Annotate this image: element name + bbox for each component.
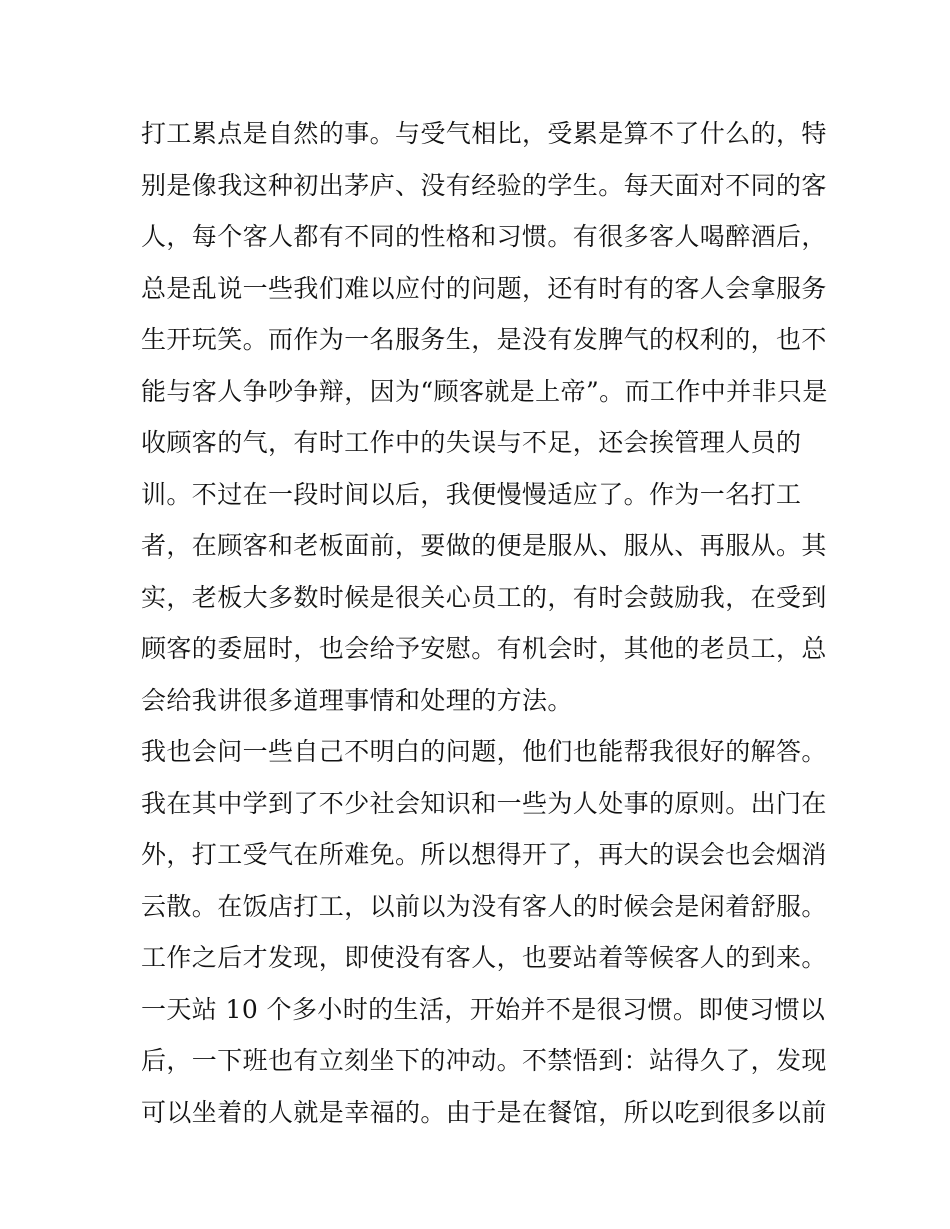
text-line: 能与客人争吵争辩，因为“顾客就是上帝”。而工作中并非只是 (141, 376, 828, 406)
text-line: 我在其中学到了不少社会知识和一些为人处事的原则。出门在 (141, 788, 827, 818)
text-line: 可以坐着的人就是幸福的。由于是在餐馆，所以吃到很多以前 (141, 1097, 827, 1127)
text-line: 一天站 10 个多小时的生活，开始并不是很习惯。即使习惯以 (141, 994, 826, 1024)
text-line: 生开玩笑。而作为一名服务生，是没有发脾气的权利的，也不 (141, 325, 827, 354)
text-line: 者，在顾客和老板面前，要做的便是服从、服从、再服从。其 (141, 531, 827, 560)
text-line: 会给我讲很多道理事情和处理的方法。 (141, 685, 573, 715)
text-line: 顾客的委屈时，也会给予安慰。有机会时，其他的老员工，总 (141, 634, 827, 663)
text-line: 我也会问一些自己不明白的问题，他们也能帮我很好的解答。 (141, 737, 827, 766)
text-line: 工作之后才发现，即使没有客人，也要站着等候客人的到来。 (141, 943, 827, 972)
text-line: 外，打工受气在所难免。所以想得开了，再大的误会也会烟消 (141, 840, 827, 869)
text-line: 实，老板大多数时候是很关心员工的，有时会鼓励我，在受到 (141, 582, 827, 612)
text-line: 总是乱说一些我们难以应付的问题，还有时有的客人会拿服务 (141, 273, 827, 303)
text-line: 打工累点是自然的事。与受气相比，受累是算不了什么的，特 (141, 119, 827, 148)
text-line: 后，一下班也有立刻坐下的冲动。不禁悟到：站得久了，发现 (141, 1046, 827, 1075)
text-line: 收顾客的气，有时工作中的失误与不足，还会挨管理人员的 (141, 428, 802, 457)
text-line: 人，每个客人都有不同的性格和习惯。有很多客人喝醉酒后， (141, 222, 827, 251)
text-line: 训。不过在一段时间以后，我便慢慢适应了。作为一名打工 (141, 479, 802, 509)
text-line: 云散。在饭店打工，以前以为没有客人的时候会是闲着舒服。 (141, 891, 827, 921)
document-body (141, 108, 828, 1138)
text-line: 别是像我这种初出茅庐、没有经验的学生。每天面对不同的客 (141, 170, 827, 200)
